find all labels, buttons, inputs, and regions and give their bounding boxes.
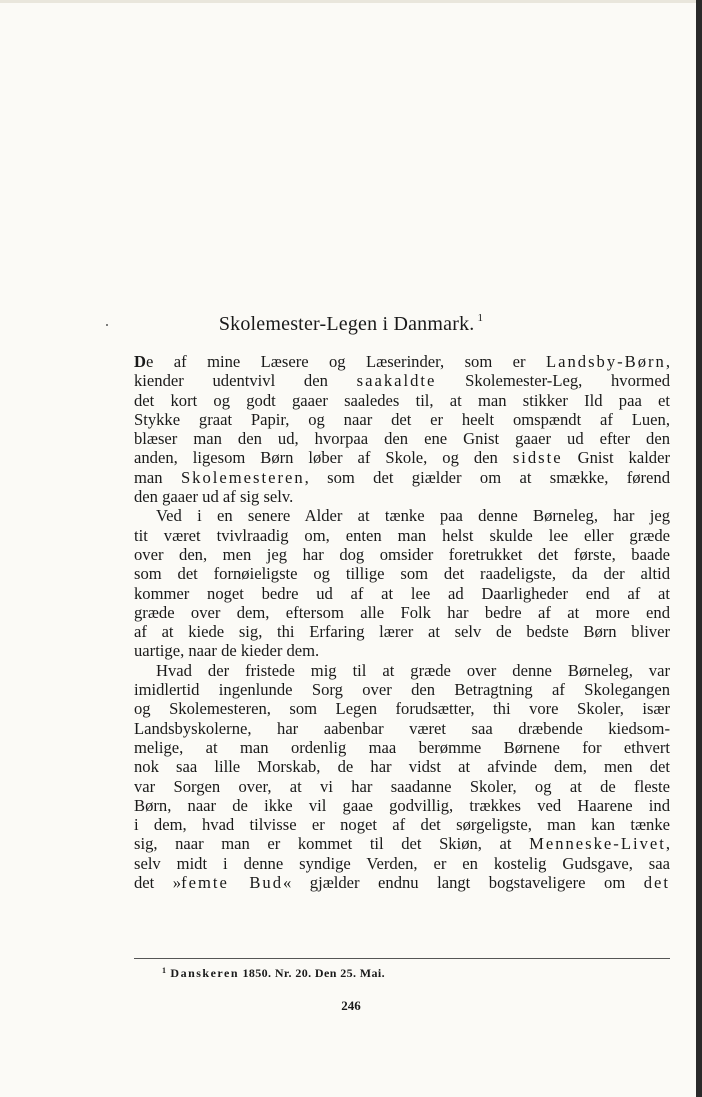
text-run: anden, ligesom Børn løber af Skole, og den bbox=[134, 448, 513, 468]
text-line bbox=[134, 487, 670, 506]
text-run: af at kiede sig, thi Erfaring lærer at selv de bedste Børn bliver bbox=[134, 622, 670, 642]
text-line bbox=[134, 719, 670, 738]
text-line bbox=[134, 410, 670, 429]
text-run: , bbox=[665, 352, 670, 371]
text-line bbox=[134, 564, 670, 583]
emphasized-text: Menneske-Livet bbox=[529, 834, 666, 854]
text-line bbox=[134, 526, 670, 545]
text-run: Skolemester-Leg, hvormed bbox=[436, 371, 670, 391]
text-line bbox=[134, 603, 670, 622]
footnote-marker: 1 bbox=[162, 966, 167, 975]
text-run: det kort og godt gaaer saaledes til, at man stikker Ild paa et bbox=[134, 390, 670, 410]
text-run: og Skolemesteren, som Legen forudsætter, thi vore Skoler, især bbox=[134, 699, 670, 719]
paragraph bbox=[134, 506, 670, 660]
text-run: Gnist kalder bbox=[562, 448, 670, 468]
text-run: , bbox=[665, 834, 670, 854]
page-number: 246 bbox=[341, 998, 361, 1013]
text-run: uartige, naar de kieder dem. bbox=[134, 641, 320, 661]
text-line bbox=[134, 506, 670, 525]
text-run: blæser man den ud, hvorpaa den ene Gnist gaaer ud efter den bbox=[134, 429, 670, 449]
page-top-edge bbox=[0, 0, 702, 3]
text-line bbox=[134, 468, 670, 487]
footnote bbox=[162, 966, 385, 981]
emphasized-text: det bbox=[643, 873, 670, 893]
paragraph bbox=[134, 352, 670, 506]
text-run: imidlertid ingenlunde Sorg over den Betragtning af Skolegangen bbox=[134, 680, 670, 700]
text-run: over den, men jeg har dog omsider foretrukket det første, baade bbox=[134, 544, 670, 564]
text-line bbox=[134, 448, 670, 467]
text-run: nok saa lille Morskab, de har vidst at afvinde dem, men det bbox=[134, 757, 670, 777]
emphasized-text: saakaldte bbox=[356, 371, 437, 391]
paragraph bbox=[134, 661, 670, 893]
text-run: kommer noget bedre ud af at lee ad Daarligheder end af at bbox=[134, 583, 670, 603]
emphasized-text: Skolemesteren bbox=[180, 467, 305, 487]
text-run: e af mine Læsere og Læserinder, som er bbox=[145, 352, 546, 371]
text-line bbox=[134, 661, 670, 680]
text-line bbox=[134, 854, 670, 873]
text-line bbox=[134, 641, 670, 660]
text-run: græde over dem, eftersom alle Folk har bedre af at more end bbox=[134, 602, 670, 622]
text-run: Stykke graat Papir, og naar det er heelt omspændt af Luen, bbox=[134, 409, 670, 429]
text-line bbox=[134, 584, 670, 603]
text-line bbox=[134, 391, 670, 410]
text-line bbox=[134, 429, 670, 448]
page-right-edge bbox=[696, 0, 702, 1097]
emphasized-text: Landsby-Børn bbox=[545, 352, 666, 371]
page-title bbox=[0, 312, 702, 336]
text-line bbox=[134, 796, 670, 815]
text-run: den gaaer ud af sig selv. bbox=[134, 487, 294, 507]
text-run: det » bbox=[134, 873, 182, 893]
drop-cap: D bbox=[134, 352, 146, 371]
text-line bbox=[134, 738, 670, 757]
text-line bbox=[134, 545, 670, 564]
text-line bbox=[134, 777, 670, 796]
text-line bbox=[134, 371, 670, 390]
text-run: man bbox=[134, 467, 181, 487]
text-run: melige, at man ordenlig maa berømme Børnene for ethvert bbox=[134, 737, 670, 757]
text-line bbox=[134, 757, 670, 776]
text-run: « gjælder endnu langt bogstaveligere om bbox=[283, 873, 644, 893]
text-run: kiender udentvivl den bbox=[134, 371, 357, 391]
text-run: sig, naar man er kommet til det Skiøn, at bbox=[134, 834, 530, 854]
title-text: Skolemester-Legen i Danmark. bbox=[218, 313, 475, 335]
footnote-details: 1850. Nr. 20. Den 25. Mai. bbox=[242, 966, 386, 980]
text-line bbox=[134, 352, 670, 371]
text-run: Hvad der fristede mig til at græde over denne Børneleg, var bbox=[156, 660, 670, 680]
text-line bbox=[134, 699, 670, 718]
text-line bbox=[134, 834, 670, 853]
article-body bbox=[134, 352, 670, 892]
text-line bbox=[134, 873, 670, 892]
text-run: Landsbyskolerne, har aabenbar været saa dræbende kiedsom- bbox=[134, 718, 670, 738]
emphasized-text: sidste bbox=[512, 448, 563, 468]
text-run: i dem, hvad tilvisse er noget af det sørgeligste, man kan tænke bbox=[134, 815, 670, 835]
text-line bbox=[134, 815, 670, 834]
text-run: som det fornøieligste og tillige som det raadeligste, da der altid bbox=[134, 564, 670, 584]
text-line bbox=[134, 680, 670, 699]
footnote-source: Danskeren bbox=[170, 966, 240, 980]
text-run: Ved i en senere Alder at tænke paa denne Børneleg, har jeg bbox=[156, 506, 670, 526]
text-line bbox=[134, 622, 670, 641]
footnote-divider bbox=[134, 958, 670, 959]
text-run: , som det giælder om at smække, førend bbox=[304, 467, 671, 487]
text-run: var Sorgen over, at vi har saadanne Skoler, og at de fleste bbox=[134, 776, 670, 796]
title-footnote-marker: 1 bbox=[477, 312, 484, 324]
text-run: selv midt i denne syndige Verden, er en kostelig Gudsgave, saa bbox=[134, 853, 670, 873]
text-run: tit været tvivlraadig om, enten man helst skulde lee eller græde bbox=[134, 525, 670, 545]
emphasized-text: femte Bud bbox=[181, 873, 283, 893]
text-run: Børn, naar de ikke vil gaae godvillig, trækkes ved Haarene ind bbox=[134, 795, 670, 815]
